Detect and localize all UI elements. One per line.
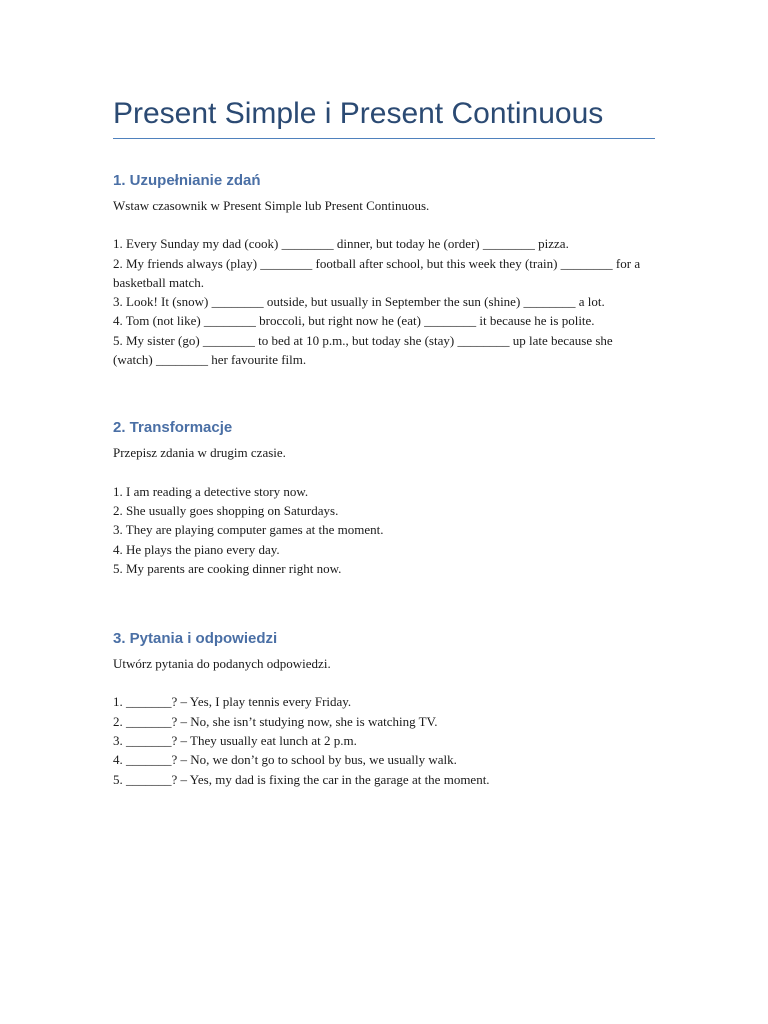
exercise-item: 1. Every Sunday my dad (cook) ________ dinner, but today he (order) ________ pizza. [113,236,569,252]
document-title: Present Simple i Present Continuous [113,95,655,139]
exercise-item: 3. _______? – They usually eat lunch at 2 p.m. [113,733,357,749]
exercise-item: 1. _______? – Yes, I play tennis every Friday. [113,694,352,710]
section-instruction: Przepisz zdania w drugim czasie. [113,445,286,461]
section-fill-in [113,171,655,369]
section-questions-answers [113,629,655,789]
section-heading: 1. Uzupełnianie zdań [113,172,261,189]
section-heading: 2. Transformacje [113,419,233,437]
section-transformations [113,418,655,578]
exercise-item: 3. Look! It (snow) ________ outside, but usually in September the sun (shine) ________ a lot. [113,294,605,310]
exercise-item: 5. _______? – Yes, my dad is fixing the car in the garage at the moment. [113,771,490,787]
exercise-item: 4. _______? – No, we don’t go to school by bus, we usually walk. [113,752,457,768]
exercise-item: 4. Tom (not like) ________ broccoli, but right now he (eat) ________ it because he is polite. [113,313,595,329]
exercise-list [113,692,655,788]
section-heading: 3. Pytania i odpowiedzi [113,630,278,648]
exercise-item: 2. She usually goes shopping on Saturdays. [113,502,339,518]
exercise-item: 5. My parents are cooking dinner right now. [113,560,342,576]
exercise-list [113,234,655,369]
exercise-item: 1. I am reading a detective story now. [113,483,309,499]
section-instruction: Utwórz pytania do podanych odpowiedzi. [113,656,331,672]
exercise-item: 4. He plays the piano every day. [113,541,280,557]
exercise-list [113,482,655,578]
section-instruction: Wstaw czasownik w Present Simple lub Present Continuous. [113,198,430,213]
exercise-item: 2. My friends always (play) ________ football after school, but this week they (train) ________ for a basketball match. [113,255,641,290]
exercise-item: 2. _______? – No, she isn’t studying now, she is watching TV. [113,713,438,729]
exercise-item: 3. They are playing computer games at the moment. [113,522,384,538]
exercise-item: 5. My sister (go) ________ to bed at 10 p.m., but today she (stay) ________ up late because she (watch) ________ her favourite film. [113,332,613,368]
document-page [113,0,655,789]
